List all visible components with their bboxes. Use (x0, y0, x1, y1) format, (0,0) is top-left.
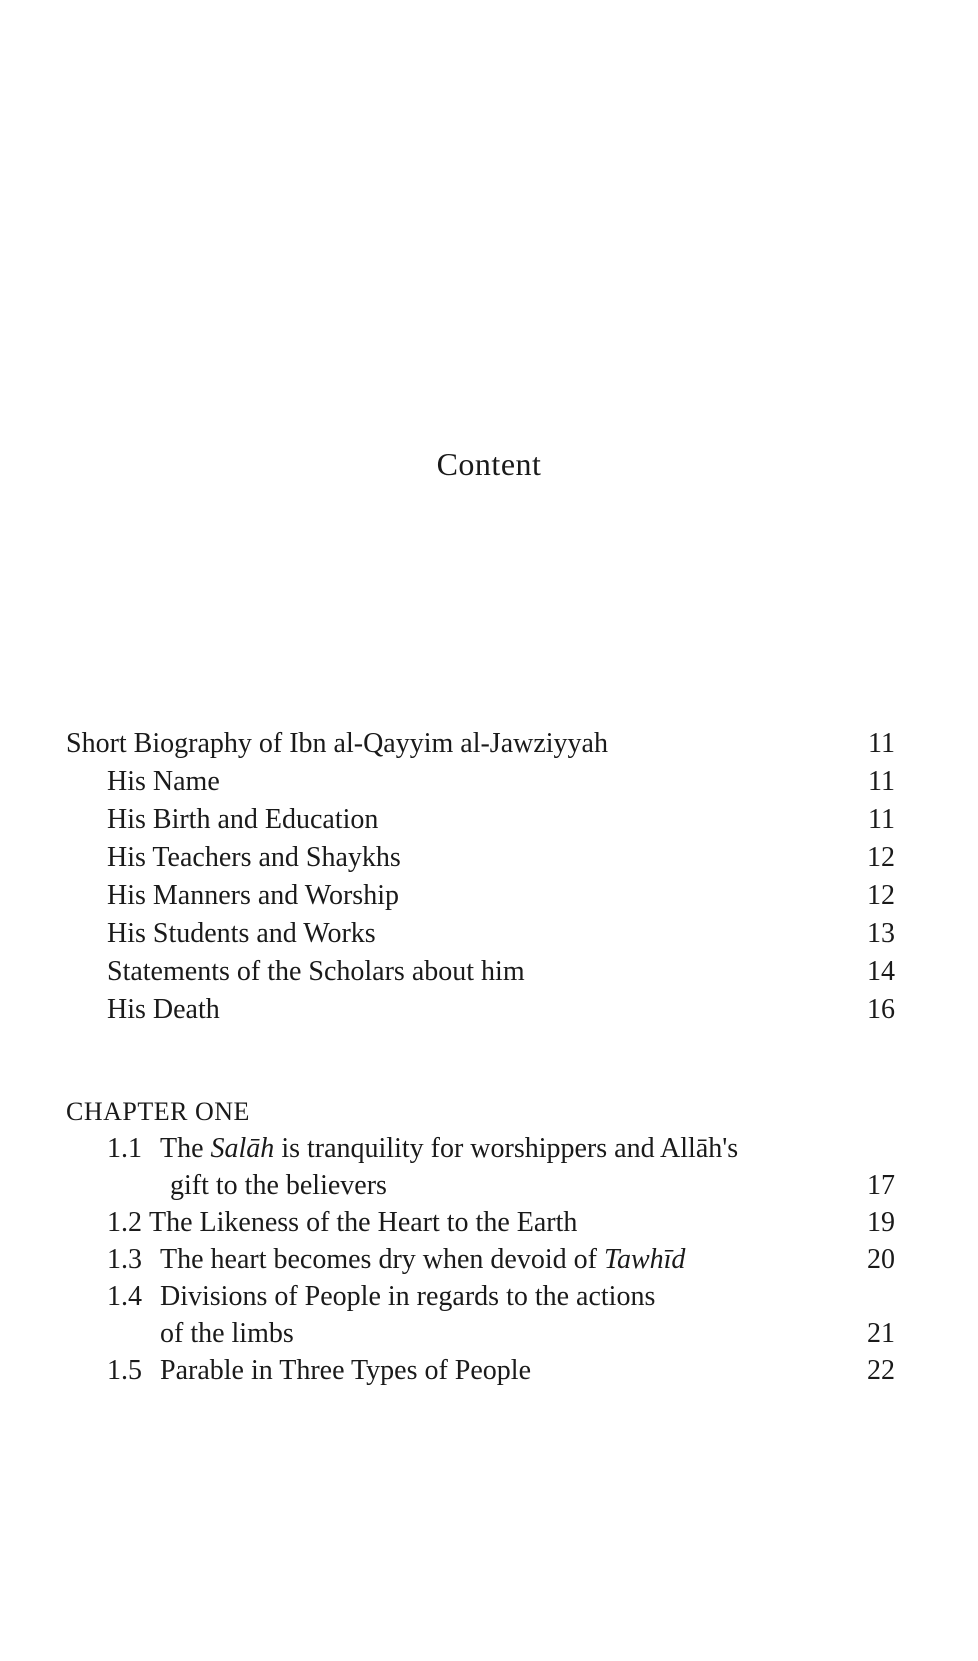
toc-page-number: 11 (868, 728, 895, 759)
section-number: 1.2 (107, 1207, 142, 1238)
toc-entry-his-name[interactable] (66, 762, 895, 802)
section-text: The (160, 1133, 211, 1164)
toc-entry-teachers[interactable] (66, 838, 895, 878)
toc-entry-label: His Teachers and Shaykhs (107, 842, 401, 873)
toc-entry-label: His Manners and Worship (107, 880, 399, 911)
toc-entry-section-1-4[interactable] (66, 1277, 895, 1317)
toc-entry-label (107, 1203, 577, 1243)
toc-page-number: 16 (867, 994, 895, 1025)
toc-entry-birth-education[interactable] (66, 800, 895, 840)
toc-page-number: 21 (867, 1318, 895, 1349)
section-text: Parable in Three Types of People (160, 1355, 532, 1386)
toc-entry-label (107, 1240, 685, 1280)
toc-page-number: 12 (867, 842, 895, 873)
chapter-heading: CHAPTER ONE (66, 1097, 250, 1126)
toc-entry-section-1-2[interactable] (66, 1203, 895, 1243)
toc-entry-label: of the limbs (160, 1318, 294, 1349)
toc-entry-manners[interactable] (66, 876, 895, 916)
toc-page-number: 14 (867, 956, 895, 987)
toc-entry-label: His Death (107, 994, 220, 1025)
toc-page-number: 19 (867, 1207, 895, 1238)
toc-page-number: 13 (867, 918, 895, 949)
toc-chapter-one (66, 1092, 895, 1391)
section-number: 1.3 (107, 1244, 142, 1275)
toc-entry-label (107, 1277, 655, 1317)
toc-entry-section-1-1[interactable] (66, 1129, 895, 1169)
toc-entry-label: Statements of the Scholars about him (107, 956, 525, 987)
toc-entry-label: His Students and Works (107, 918, 376, 949)
section-number: 1.4 (107, 1281, 142, 1312)
section-italic-term: Salāh (210, 1133, 275, 1164)
toc-page-number: 12 (867, 880, 895, 911)
toc-entry-label: Short Biography of Ibn al-Qayyim al-Jawziyyah (66, 728, 608, 759)
toc-entry-label (107, 1129, 738, 1169)
section-italic-term: Tawhīd (603, 1244, 686, 1275)
chapter-heading-row[interactable] (66, 1092, 895, 1132)
toc-entry-label: gift to the believers (170, 1170, 387, 1201)
section-number: 1.1 (107, 1133, 142, 1164)
toc-page-number: 22 (867, 1355, 895, 1386)
section-text: Divisions of People in regards to the actions (160, 1281, 656, 1312)
section-number: 1.5 (107, 1355, 142, 1386)
toc-entry-statements[interactable] (66, 952, 895, 992)
toc-page-number: 11 (868, 804, 895, 835)
toc-entry-section-1-4-cont[interactable] (66, 1314, 895, 1354)
section-text: The heart becomes dry when devoid of (160, 1244, 604, 1275)
toc-entry-students[interactable] (66, 914, 895, 954)
section-text: is tranquility for worshippers and Allāh's (274, 1133, 739, 1164)
page-title: Content (436, 446, 542, 482)
toc-entry-section-1-5[interactable] (66, 1351, 895, 1391)
toc-biography (66, 724, 895, 1030)
toc-entry-section-1-3[interactable] (66, 1240, 895, 1280)
toc-entry-label (107, 1351, 531, 1391)
toc-entry-label: His Name (107, 766, 220, 797)
toc-entry-section-1-1-cont[interactable] (66, 1166, 895, 1206)
toc-entry-biography[interactable] (66, 724, 895, 764)
section-text: The Likeness of the Heart to the Earth (149, 1207, 578, 1238)
toc-page-number: 17 (867, 1170, 895, 1201)
toc-page-number: 20 (867, 1244, 895, 1275)
toc-entry-death[interactable] (66, 990, 895, 1030)
toc-page-number: 11 (868, 766, 895, 797)
toc-entry-label: His Birth and Education (107, 804, 379, 835)
